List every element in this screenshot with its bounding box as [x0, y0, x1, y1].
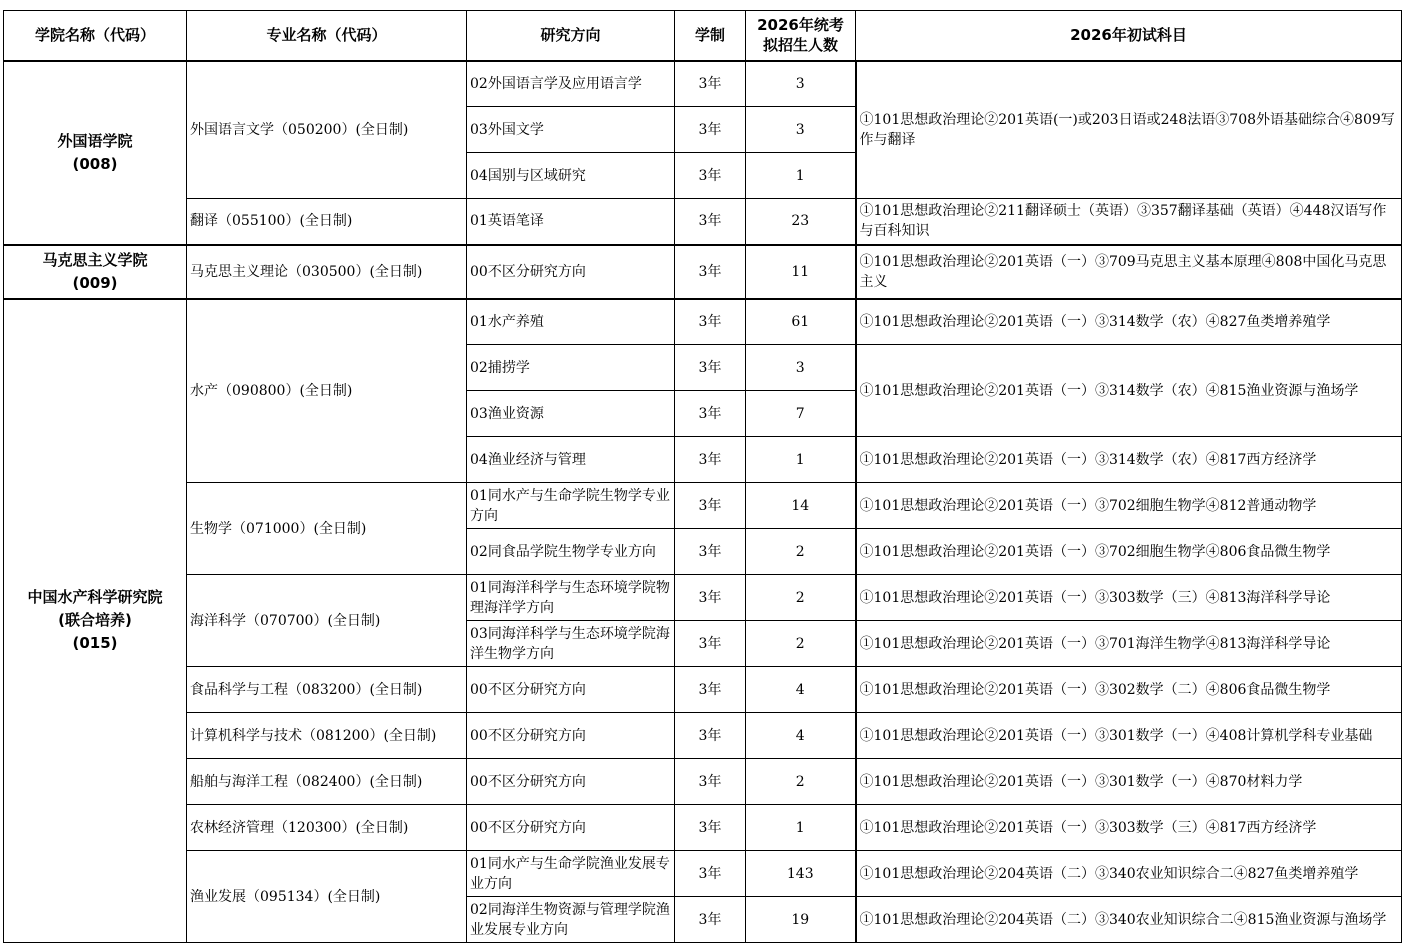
direction-cell: 00不区分研究方向 [467, 805, 675, 851]
college-cell-009 [4, 245, 187, 299]
major-cell: 渔业发展（095134）(全日制) [187, 851, 467, 943]
quota-cell: 2 [746, 621, 856, 667]
quota-cell: 143 [746, 851, 856, 897]
duration-cell: 3年 [675, 61, 746, 107]
direction-cell: 04渔业经济与管理 [467, 437, 675, 483]
subjects-cell: ①101思想政治理论②201英语（一）③702细胞生物学④806食品微生物学 [856, 529, 1402, 575]
duration-cell: 3年 [675, 759, 746, 805]
quota-cell: 14 [746, 483, 856, 529]
direction-cell: 02同食品学院生物学专业方向 [467, 529, 675, 575]
subjects-cell: ①101思想政治理论②201英语（一）③709马克思主义基本原理④808中国化马克思主义 [856, 245, 1402, 299]
quota-cell: 7 [746, 391, 856, 437]
quota-cell: 3 [746, 345, 856, 391]
direction-cell: 01同水产与生命学院渔业发展专业方向 [467, 851, 675, 897]
table-row [4, 805, 1402, 851]
subjects-cell: ①101思想政治理论②204英语（二）③340农业知识综合二④815渔业资源与渔场学 [856, 897, 1402, 943]
major-cell: 食品科学与工程（083200）(全日制) [187, 667, 467, 713]
duration-cell: 3年 [675, 529, 746, 575]
college-cell-008 [4, 61, 187, 245]
direction-cell: 03外国文学 [467, 107, 675, 153]
major-cell: 水产（090800）(全日制) [187, 299, 467, 483]
subjects-cell: ①101思想政治理论②201英语(一)或203日语或248法语③708外语基础综合④809写作与翻译 [856, 61, 1402, 199]
duration-cell: 3年 [675, 299, 746, 345]
duration-cell: 3年 [675, 713, 746, 759]
table-row [4, 667, 1402, 713]
subjects-cell: ①101思想政治理论②201英语（一）③314数学（农）④815渔业资源与渔场学 [856, 345, 1402, 437]
major-cell: 海洋科学（070700）(全日制) [187, 575, 467, 667]
quota-cell: 19 [746, 897, 856, 943]
table-row [4, 199, 1402, 245]
subjects-cell: ①101思想政治理论②201英语（一）③701海洋生物学④813海洋科学导论 [856, 621, 1402, 667]
header-quota-line1: 2026年统考 [757, 16, 844, 35]
major-cell: 船舶与海洋工程（082400）(全日制) [187, 759, 467, 805]
major-cell: 生物学（071000）(全日制) [187, 483, 467, 575]
college-name: 马克思主义学院 [42, 250, 148, 269]
subjects-cell: ①101思想政治理论②201英语（一）③303数学（三）④813海洋科学导论 [856, 575, 1402, 621]
quota-cell: 1 [746, 437, 856, 483]
college-code: (009) [72, 273, 118, 292]
subjects-cell: ①101思想政治理论②201英语（一）③314数学（农）④827鱼类增养殖学 [856, 299, 1402, 345]
quota-cell: 11 [746, 245, 856, 299]
direction-cell: 01同水产与生命学院生物学专业方向 [467, 483, 675, 529]
duration-cell: 3年 [675, 851, 746, 897]
direction-cell: 01英语笔译 [467, 199, 675, 245]
quota-cell: 2 [746, 575, 856, 621]
quota-cell: 2 [746, 529, 856, 575]
duration-cell: 3年 [675, 621, 746, 667]
duration-cell: 3年 [675, 153, 746, 199]
quota-cell: 4 [746, 713, 856, 759]
major-cell: 马克思主义理论（030500）(全日制) [187, 245, 467, 299]
table-row [4, 759, 1402, 805]
college-code: (015) [72, 634, 118, 653]
direction-cell: 01水产养殖 [467, 299, 675, 345]
major-cell: 外国语言文学（050200）(全日制) [187, 61, 467, 199]
duration-cell: 3年 [675, 107, 746, 153]
table-row [4, 575, 1402, 621]
duration-cell: 3年 [675, 245, 746, 299]
subjects-cell: ①101思想政治理论②201英语（一）③301数学（一）④408计算机学科专业基础 [856, 713, 1402, 759]
table-row [4, 483, 1402, 529]
admissions-table [3, 10, 1402, 943]
college-name: 中国水产科学研究院 [27, 588, 163, 607]
college-cell-015 [4, 299, 187, 943]
subjects-cell: ①101思想政治理论②201英语（一）③302数学（二）④806食品微生物学 [856, 667, 1402, 713]
duration-cell: 3年 [675, 805, 746, 851]
direction-cell: 00不区分研究方向 [467, 667, 675, 713]
table-row [4, 245, 1402, 299]
quota-cell: 23 [746, 199, 856, 245]
direction-cell: 03渔业资源 [467, 391, 675, 437]
table-row [4, 851, 1402, 897]
table-row [4, 299, 1402, 345]
header-college: 学院名称（代码） [4, 11, 187, 61]
header-subjects: 2026年初试科目 [856, 11, 1402, 61]
direction-cell: 00不区分研究方向 [467, 759, 675, 805]
duration-cell: 3年 [675, 437, 746, 483]
subjects-cell: ①101思想政治理论②211翻译硕士（英语）③357翻译基础（英语）④448汉语写作与百科知识 [856, 199, 1402, 245]
subjects-cell: ①101思想政治理论②201英语（一）③314数学（农）④817西方经济学 [856, 437, 1402, 483]
table-row [4, 713, 1402, 759]
header-major: 专业名称（代码） [187, 11, 467, 61]
header-duration: 学制 [675, 11, 746, 61]
duration-cell: 3年 [675, 345, 746, 391]
header-quota [746, 11, 856, 61]
direction-cell: 00不区分研究方向 [467, 245, 675, 299]
quota-cell: 4 [746, 667, 856, 713]
subjects-cell: ①101思想政治理论②201英语（一）③303数学（三）④817西方经济学 [856, 805, 1402, 851]
table-row [4, 61, 1402, 107]
duration-cell: 3年 [675, 667, 746, 713]
direction-cell: 02同海洋生物资源与管理学院渔业发展专业方向 [467, 897, 675, 943]
direction-cell: 00不区分研究方向 [467, 713, 675, 759]
subjects-cell: ①101思想政治理论②201英语（一）③702细胞生物学④812普通动物学 [856, 483, 1402, 529]
quota-cell: 3 [746, 61, 856, 107]
header-quota-line2: 拟招生人数 [762, 36, 838, 55]
direction-cell: 03同海洋科学与生态环境学院海洋生物学方向 [467, 621, 675, 667]
header-row [4, 11, 1402, 61]
quota-cell: 61 [746, 299, 856, 345]
header-direction: 研究方向 [467, 11, 675, 61]
duration-cell: 3年 [675, 897, 746, 943]
quota-cell: 1 [746, 805, 856, 851]
direction-cell: 02捕捞学 [467, 345, 675, 391]
subjects-cell: ①101思想政治理论②201英语（一）③301数学（一）④870材料力学 [856, 759, 1402, 805]
college-code: (008) [72, 154, 118, 173]
direction-cell: 01同海洋科学与生态环境学院物理海洋学方向 [467, 575, 675, 621]
quota-cell: 2 [746, 759, 856, 805]
duration-cell: 3年 [675, 391, 746, 437]
direction-cell: 04国别与区域研究 [467, 153, 675, 199]
quota-cell: 3 [746, 107, 856, 153]
duration-cell: 3年 [675, 199, 746, 245]
duration-cell: 3年 [675, 483, 746, 529]
college-sub: (联合培养) [58, 611, 132, 630]
major-cell: 翻译（055100）(全日制) [187, 199, 467, 245]
major-cell: 计算机科学与技术（081200）(全日制) [187, 713, 467, 759]
subjects-cell: ①101思想政治理论②204英语（二）③340农业知识综合二④827鱼类增养殖学 [856, 851, 1402, 897]
quota-cell: 1 [746, 153, 856, 199]
direction-cell: 02外国语言学及应用语言学 [467, 61, 675, 107]
college-name: 外国语学院 [57, 131, 133, 150]
major-cell: 农林经济管理（120300）(全日制) [187, 805, 467, 851]
duration-cell: 3年 [675, 575, 746, 621]
